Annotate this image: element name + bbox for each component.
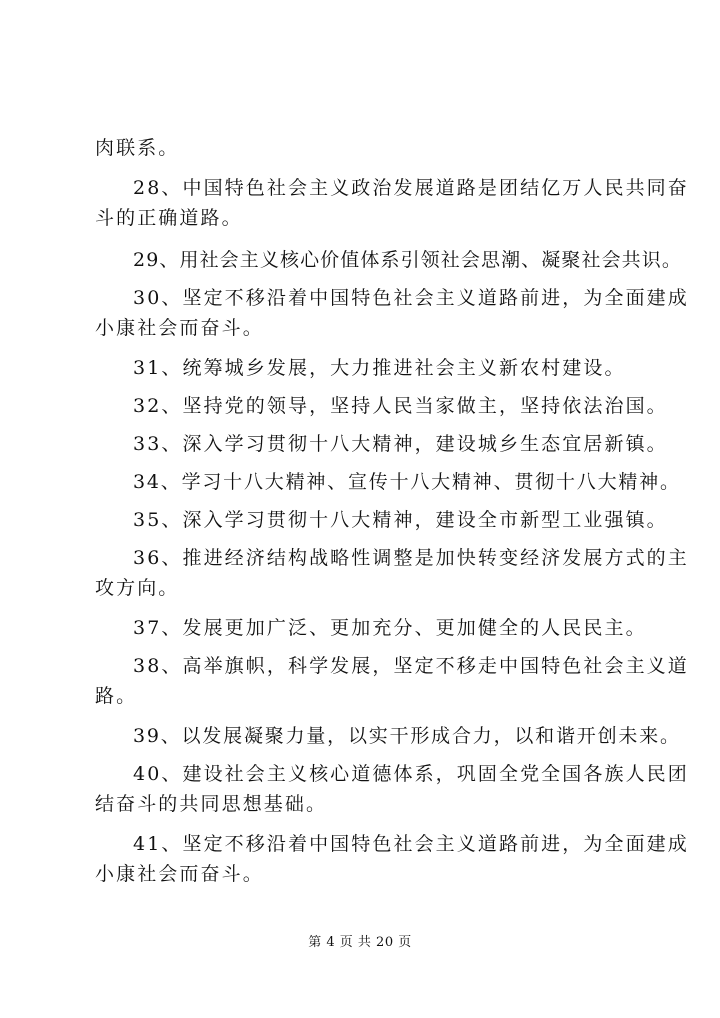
text-line: 35、深入学习贯彻十八大精神，建设全市新型工业强镇。 (133, 509, 668, 531)
page-number-footer: 第 4 页 共 20 页 (308, 935, 412, 950)
text-line: 路。 (95, 685, 138, 707)
text-line: 结奋斗的共同思想基础。 (95, 793, 328, 815)
text-line: 39、以发展凝聚力量，以实干形成合力，以和谐开创未来。 (133, 725, 681, 747)
text-line: 斗的正确道路。 (95, 207, 243, 229)
text-line: 38、高举旗帜，科学发展，坚定不移走中国特色社会主义道 (133, 655, 689, 677)
text-line: 40、建设社会主义核心道德体系，巩固全党全国各族人民团 (133, 763, 689, 785)
text-line: 28、中国特色社会主义政治发展道路是团结亿万人民共同奋 (133, 177, 689, 199)
text-line: 31、统筹城乡发展，大力推进社会主义新农村建设。 (133, 357, 626, 379)
text-line: 41、坚定不移沿着中国特色社会主义道路前进，为全面建成 (133, 833, 689, 855)
text-line: 36、推进经济结构战略性调整是加快转变经济发展方式的主 (133, 547, 689, 569)
text-line: 37、发展更加广泛、更加充分、更加健全的人民民主。 (133, 617, 647, 639)
text-line: 33、深入学习贯彻十八大精神，建设城乡生态宜居新镇。 (133, 433, 668, 455)
text-line: 小康社会而奋斗。 (95, 317, 264, 339)
text-line: 小康社会而奋斗。 (95, 863, 264, 885)
text-line: 肉联系。 (95, 137, 180, 159)
text-line: 34、学习十八大精神、宣传十八大精神、贯彻十八大精神。 (133, 471, 681, 493)
text-line: 30、坚定不移沿着中国特色社会主义道路前进，为全面建成 (133, 287, 689, 309)
text-line: 攻方向。 (95, 577, 180, 599)
text-line: 29、用社会主义核心价值体系引领社会思潮、凝聚社会共识。 (133, 249, 682, 271)
text-line: 32、坚持党的领导，坚持人民当家做主，坚持依法治国。 (133, 395, 668, 417)
